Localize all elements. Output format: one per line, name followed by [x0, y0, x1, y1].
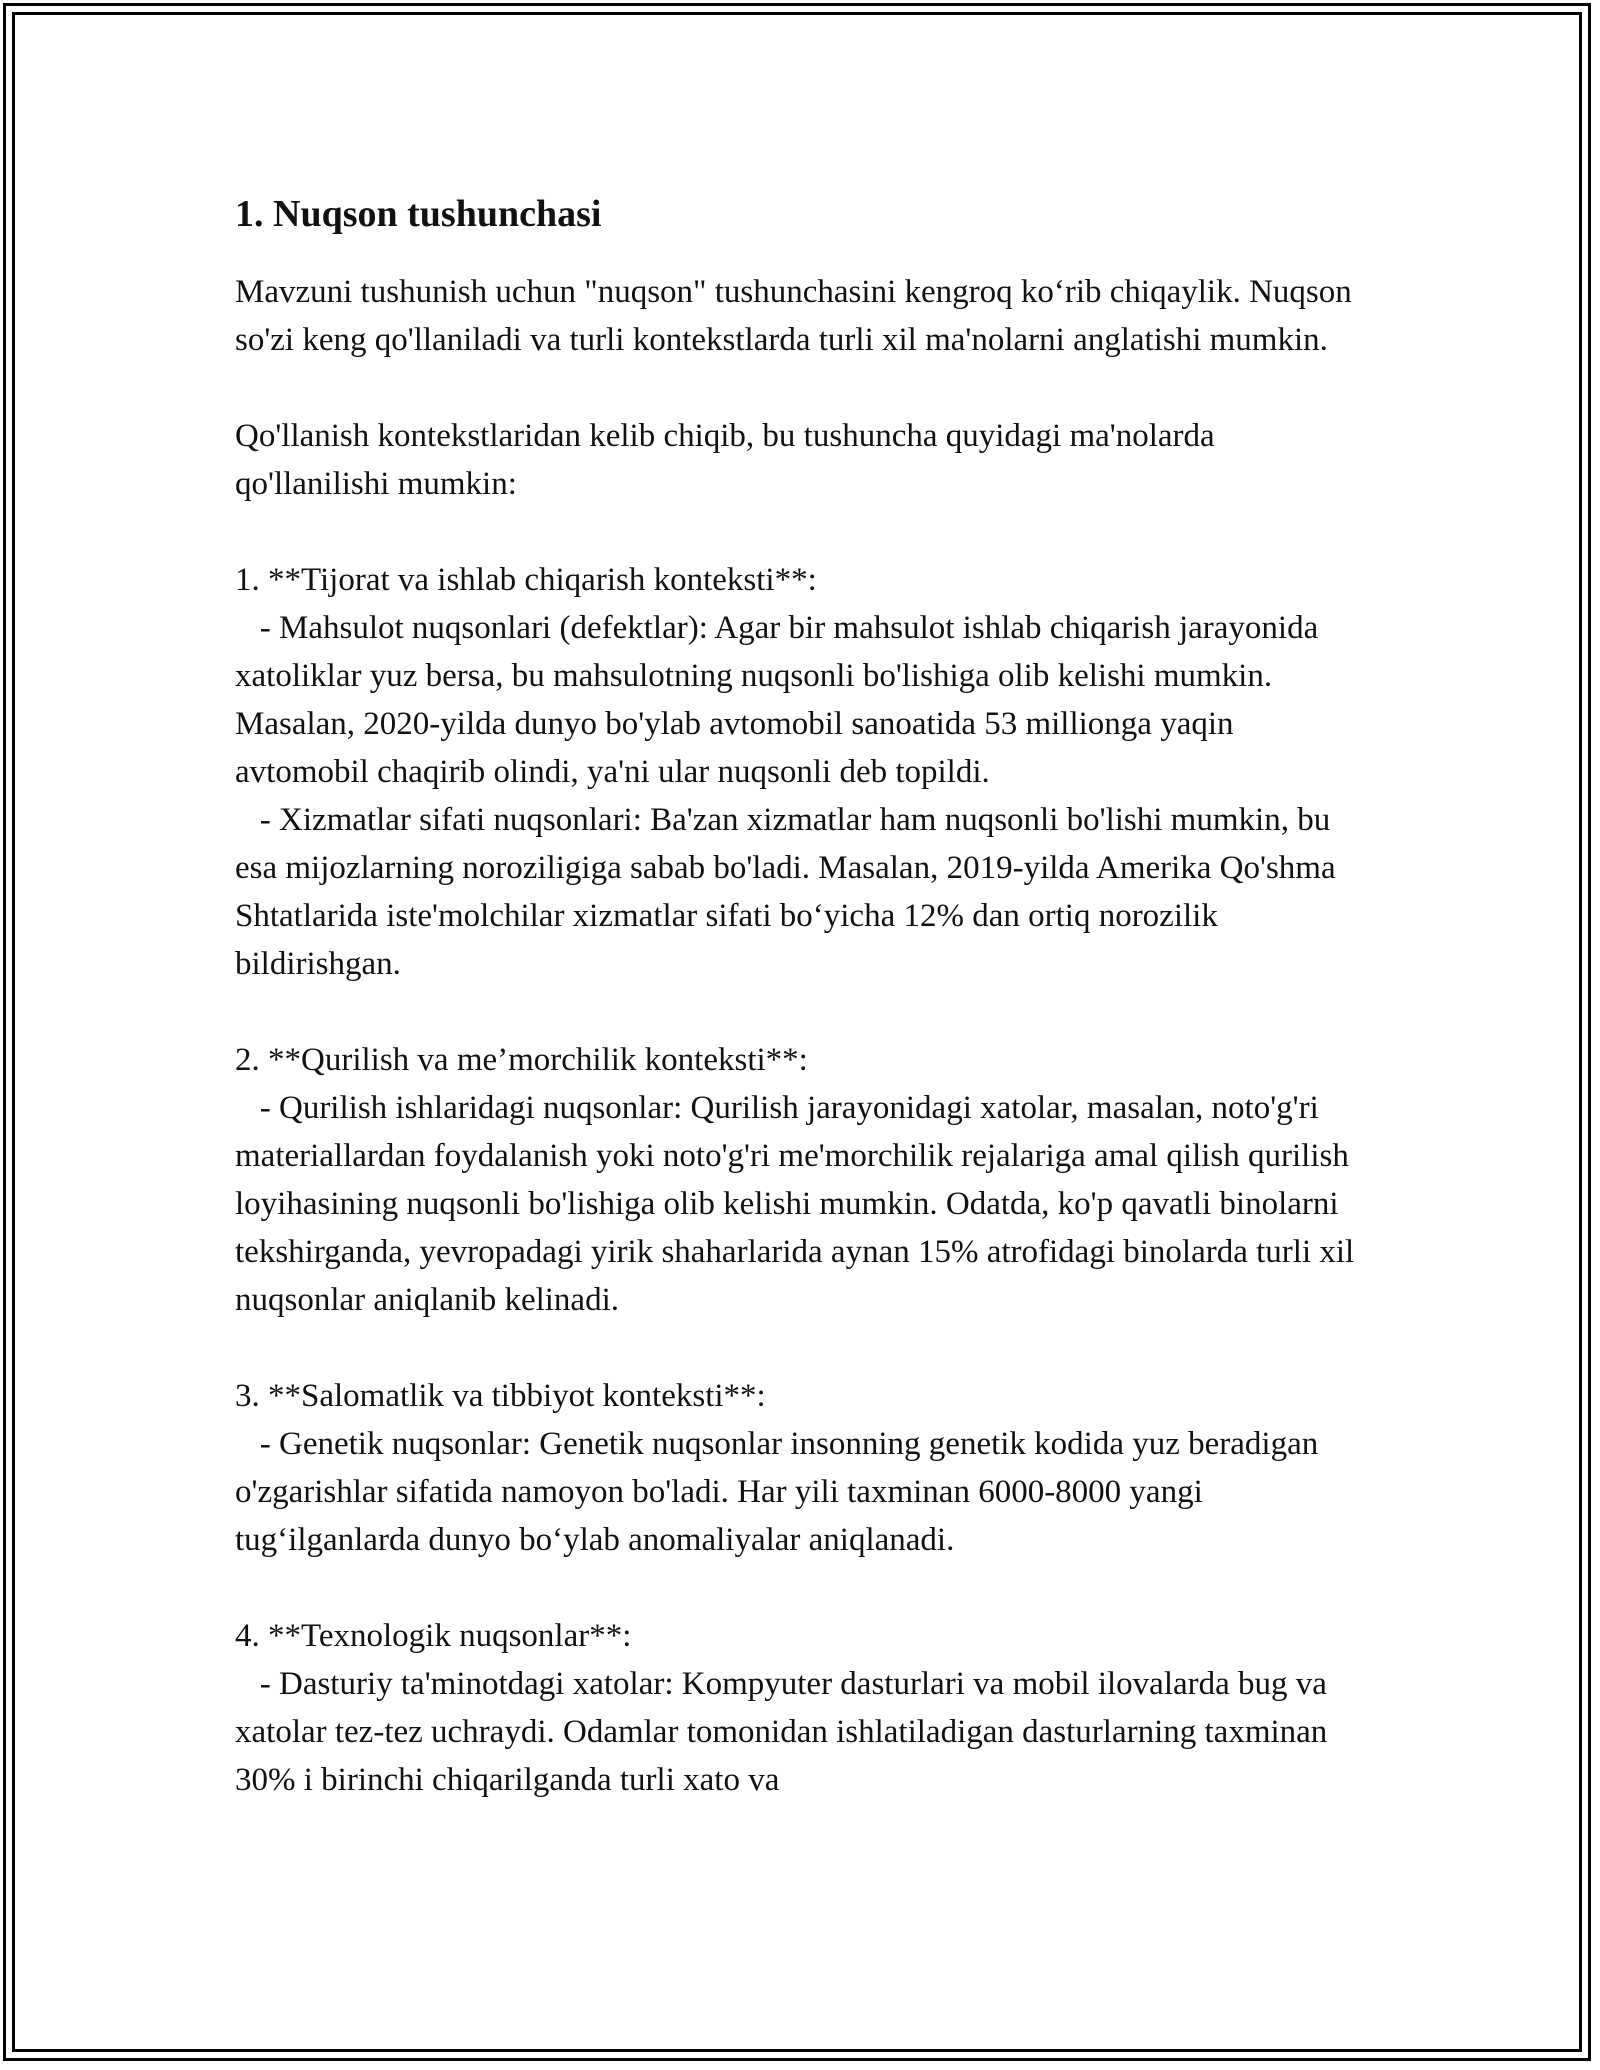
section-2 — [235, 1036, 1365, 1324]
section-heading: 4. **Texnologik nuqsonlar**: — [235, 1618, 632, 1654]
section-4 — [235, 1612, 1365, 1804]
section-heading: 3. **Salomatlik va tibbiyot konteksti**: — [235, 1378, 766, 1414]
section-3 — [235, 1372, 1365, 1564]
section-item: - Genetik nuqsonlar: Genetik nuqsonlar insonning genetik kodida yuz beradigan o'zgarishlar sifatida namoyon bo'ladi. Har yili taxminan 6000-8000 yangi tug‘ilganlarda dunyo bo‘ylab anomaliyalar aniqlanadi. — [235, 1426, 1327, 1558]
paragraph-gap — [235, 508, 1365, 556]
document-title: 1. Nuqson tushunchasi — [235, 193, 602, 235]
paragraph-gap — [235, 364, 1365, 412]
section-1 — [235, 556, 1365, 988]
paragraph-gap — [235, 988, 1365, 1036]
paragraph-gap — [235, 1324, 1365, 1372]
intro-paragraph: Mavzuni tushunish uchun "nuqson" tushunchasini kengroq ko‘rib chiqaylik. Nuqson so'zi keng qo'llaniladi va turli kontekstlarda turli xil ma'nolarni anglatishi mumkin. — [235, 274, 1360, 358]
document-body — [235, 188, 1365, 1804]
section-item: - Dasturiy ta'minotdagi xatolar: Kompyuter dasturlari va mobil ilovalarda bug va xatolar tez-tez uchraydi. Odamlar tomonidan ishlatiladigan dasturlarning taxminan 30% i birinchi chiqarilganda turli xato va — [235, 1666, 1336, 1798]
paragraph-gap — [235, 1564, 1365, 1612]
section-item: - Mahsulot nuqsonlari (defektlar): Agar bir mahsulot ishlab chiqarish jarayonida xatoliklar yuz bersa, bu mahsulotning nuqsonli bo'lishiga olib kelishi mumkin. Masalan, 2020-yilda dunyo bo'ylab avtomobil sanoatida 53 millionga yaqin avtomobil chaqirib olindi, ya'ni ular nuqsonli deb topildi. — [235, 610, 1327, 790]
section-item: - Xizmatlar sifati nuqsonlari: Ba'zan xizmatlar ham nuqsonli bo'lishi mumkin, bu esa mijozlarning noroziligiga sabab bo'ladi. Masalan, 2019-yilda Amerika Qo'shma Shtatlarida iste'molchilar xizmatlar sifati bo‘yicha 12% dan ortiq norozilik bildirishgan. — [235, 802, 1344, 982]
section-item: - Qurilish ishlaridagi nuqsonlar: Qurilish jarayonidagi xatolar, masalan, noto'g'ri materiallardan foydalanish yoki noto'g'ri me'morchilik rejalariga amal qilish qurilish loyihasining nuqsonli bo'lishiga olib kelishi mumkin. Odatda, ko'p qavatli binolarni tekshirganda, yevropadagi yirik shaharlarida aynan 15% atrofidagi binolarda turli xil nuqsonlar aniqlanib kelinadi. — [235, 1090, 1363, 1318]
lead-paragraph: Qo'llanish kontekstlaridan kelib chiqib, bu tushuncha quyidagi ma'nolarda qo'llanilishi mumkin: — [235, 418, 1223, 502]
section-heading: 1. **Tijorat va ishlab chiqarish konteksti**: — [235, 562, 817, 598]
section-heading: 2. **Qurilish va me’morchilik konteksti**: — [235, 1042, 808, 1078]
